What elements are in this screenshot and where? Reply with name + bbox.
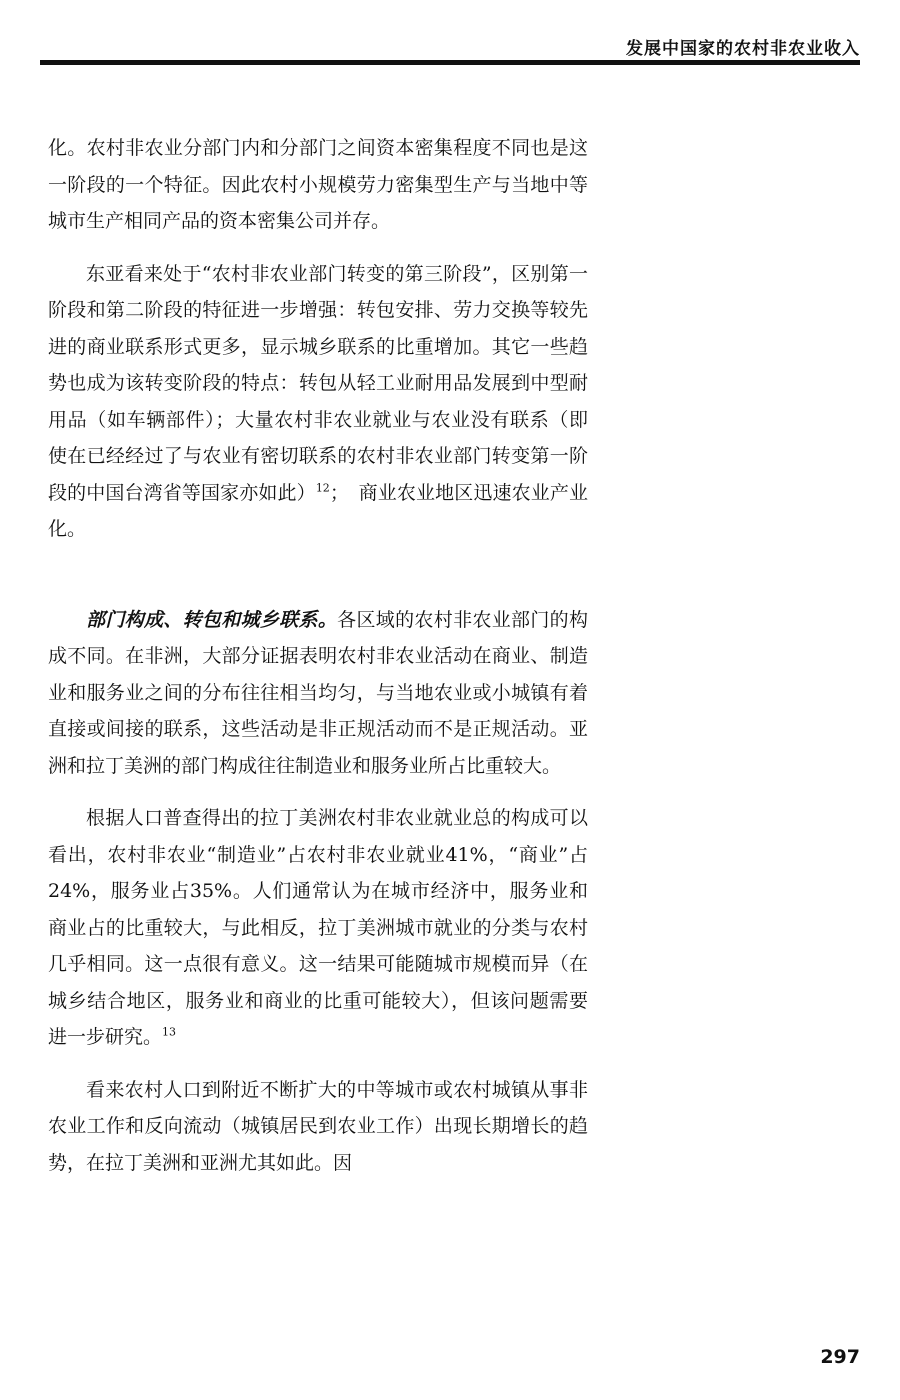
paragraph-4 bbox=[48, 800, 588, 1056]
footnote-ref-13: 13 bbox=[162, 1025, 177, 1039]
paragraph-3 bbox=[48, 602, 588, 785]
footnote-ref-12: 12 bbox=[315, 481, 330, 495]
running-header: 发展中国家的农村非农业收入 bbox=[626, 39, 860, 59]
paragraph-4-text: 根据人口普查得出的拉丁美洲农村非农业就业总的构成可以看出，农村非农业“制造业”占农村非农业就业41%，“商业”占24%，服务业占35%。人们通常认为在城市经济中，服务业和商业占的比重较大，与此相反，拉丁美洲城市就业的分类与农村几乎相同。这一点很有意义。这一结果可能随城市规模而异（在城乡结合地区，服务业和商业的比重可能较大），但该问题需要进一步研究。 bbox=[48, 807, 588, 1048]
paragraph-5: 看来农村人口到附近不断扩大的中等城市或农村城镇从事非农业工作和反向流动（城镇居民到农业工作）出现长期增长的趋势，在拉丁美洲和亚洲尤其如此。因 bbox=[48, 1078, 588, 1174]
paragraph-2-tail: ； 商业农业地区迅速农业产业化。 bbox=[48, 481, 588, 540]
header-rule bbox=[40, 60, 860, 65]
paragraph-2-text: 东亚看来处于“农村非农业部门转变的第三阶段”，区别第一阶段和第二阶段的特征进一步增强：转包安排、劳力交换等较先进的商业联系形式更多，显示城乡联系的比重增加。其它一些趋势也成为该转变阶段的特点：转包从轻工业耐用品发展到中型耐用品（如车辆部件）；大量农村非农业就业与农业没有联系（即使在已经经过了与农业有密切联系的农村非农业部门转变第一阶段的中国台湾省等国家亦如此） bbox=[48, 262, 588, 504]
paragraph-3-text: 各区域的农村非农业部门的构成不同。在非洲，大部分证据表明农村非农业活动在商业、制造业和服务业之间的分布往往相当均匀，与当地农业或小城镇有着直接或间接的联系，这些活动是非正规活动而不是正规活动。亚洲和拉丁美洲的部门构成往往制造业和服务业所占比重较大。 bbox=[48, 608, 588, 777]
page-number: 297 bbox=[820, 1346, 860, 1368]
body-text bbox=[48, 130, 588, 1181]
paragraph-1: 化。农村非农业分部门内和分部门之间资本密集程度不同也是这一阶段的一个特征。因此农村小规模劳力密集型生产与当地中等城市生产相同产品的资本密集公司并存。 bbox=[48, 137, 588, 232]
paragraph-2 bbox=[48, 256, 588, 548]
section-lead-heading: 部门构成、转包和城乡联系。 bbox=[86, 608, 338, 631]
